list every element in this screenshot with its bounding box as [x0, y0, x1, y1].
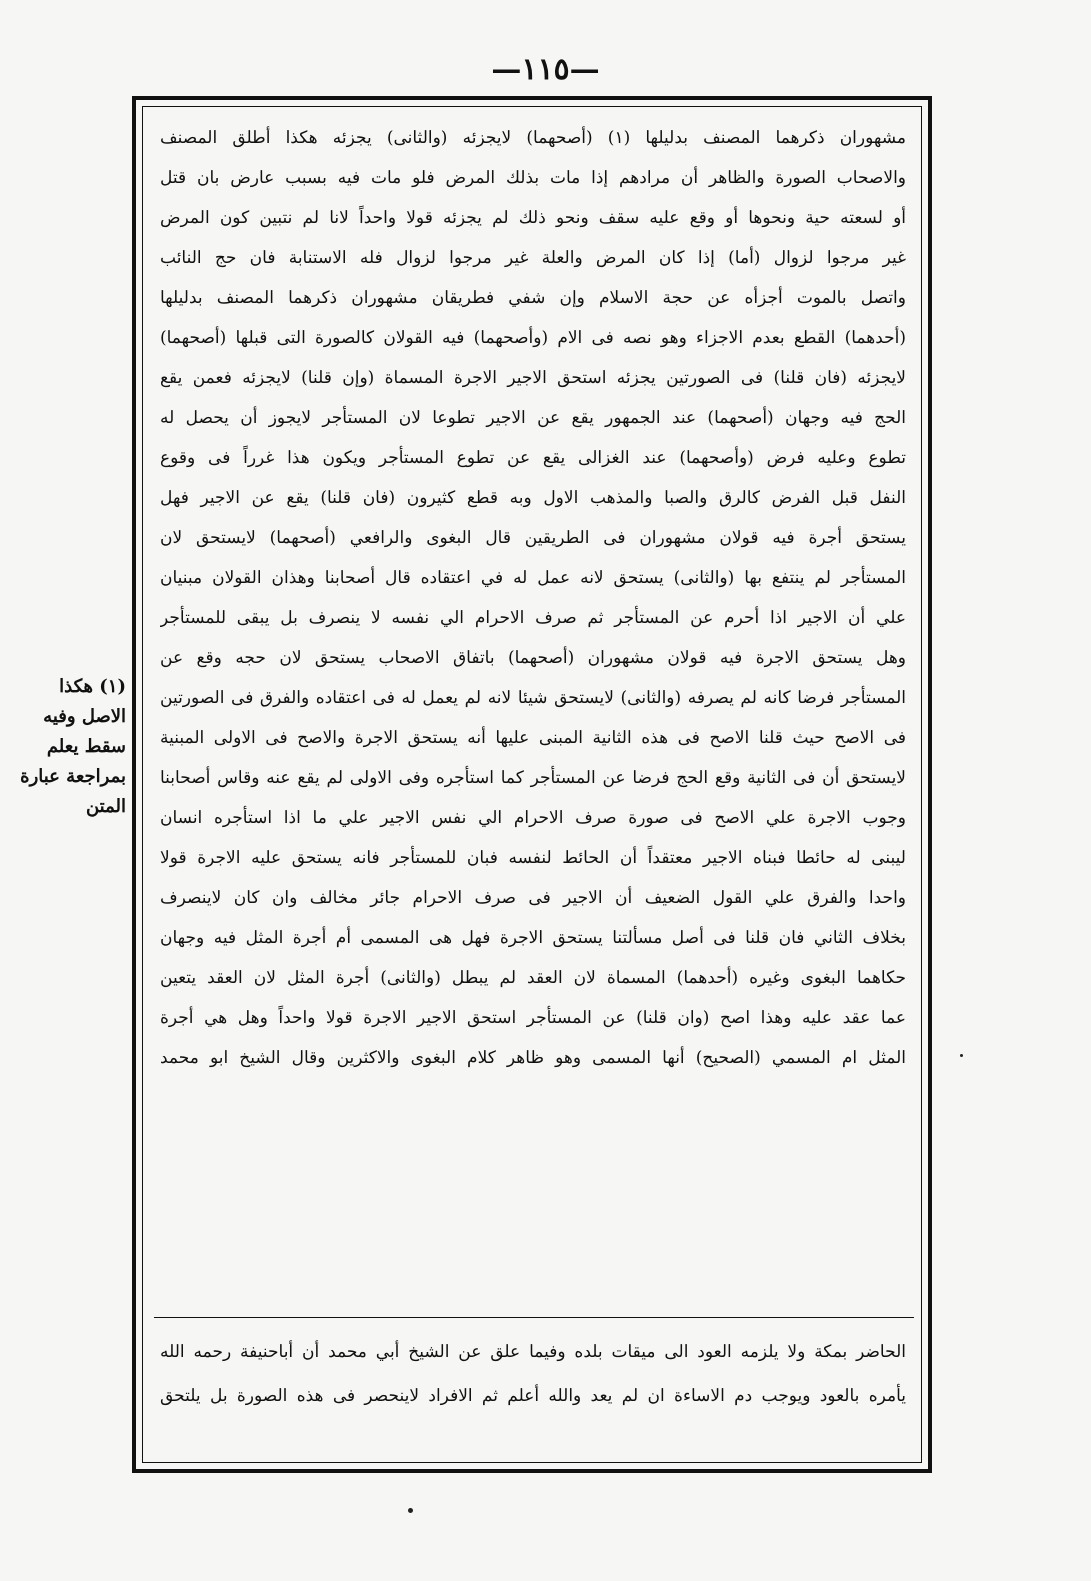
margin-note-line: المتن — [85, 796, 126, 817]
margin-note — [14, 672, 126, 822]
text-line: النفل قبل الفرض كالرق والصبا والمذهب الاول وبه قطع كثيرون (فان قلنا) يقع عن الاجير فهل — [160, 488, 906, 508]
text-line: فى الاصح حيث قلنا الاصح فى هذه الثانية المبنى عليها أنه يستحق الاجرة والاصح فى الاولى المبنية — [160, 728, 906, 748]
text-line: والاصحاب الصورة والظاهر أن مرادهم إذا مات بذلك المرض فلو مات فيه بسبب عارض بان قتل — [160, 168, 906, 188]
text-line: (أحدهما) القطع بعدم الاجزاء وهو نصه فى الام (وأصحهما) فيه القولان كالصورة التى قبلها (أصحهما) — [160, 328, 906, 348]
text-line: تطوع وعليه فرض (وأصحهما) عند الغزالى يقع عن تطوع المستأجر ويكون هذا غرراً فى وقوع — [160, 448, 906, 468]
margin-note-line: بمراجعة عبارة — [20, 766, 126, 787]
text-line: وهل يستحق الاجرة فيه قولان مشهوران (أصحهما) باتفاق الاصحاب يستحق لان حجه وقع عن — [160, 648, 906, 668]
scan-speck — [960, 1054, 963, 1057]
text-line: عما عقد عليه وهذا اصح (وان قلنا) عن المستأجر استحق الاجير الاجرة قولا واحداً وهل هي أجرة — [160, 1008, 906, 1028]
text-line: لايجزئه (فان قلنا) فى الصورتين يجزئه استحق الاجير الاجرة المسماة (وإن قلنا) لايجزئه فعمن يقع — [160, 368, 906, 388]
text-line: بخلاف الثاني فان قلنا فى أصل مسألتنا يستحق الاجرة فهل هى المسمى أم أجرة المثل فيه وجهان — [160, 928, 906, 948]
text-line: أو لسعته حية ونحوها أو وقع عليه سقف ونحو ذلك لم يجزئه قولا واحداً لانا لم نتبين كون المرض — [160, 208, 906, 228]
margin-note-line: سقط يعلم — [46, 736, 126, 757]
text-line: لايستحق أن فى الثانية وقع الحج فرضا عن المستأجر كما استأجره وفى الاولى لم يقع عنه وقاس أصحابنا — [160, 768, 906, 788]
footnote-line: الحاضر بمكة ولا يلزمه العود الى ميقات بلده وفيما علق عن الشيخ أبي محمد أن أباحنيفة رحمه الله — [160, 1342, 906, 1362]
text-line: علي أن الاجير اذا أحرم عن المستأجر ثم صرف الاحرام الي نفسه لا ينصرف بل يبقى للمستأجر — [160, 608, 906, 628]
text-line: المثل ام المسمي (الصحيح) أنها المسمى وهو ظاهر كلام البغوى والاكثرين وقال الشيخ ابو محمد — [160, 1048, 906, 1068]
text-line: مشهوران ذكرهما المصنف بدليلها (١) (أصحهما) لايجزئه (والثانى) يجزئه هكذا أطلق المصنف — [160, 128, 906, 148]
text-line: ليبنى له حائطا فبناه الاجير معتقداً أن الحائط لنفسه فبان للمستأجر فانه يستحق عليه الاجرة قولا — [160, 848, 906, 868]
text-line: يستحق أجرة فيه قولان مشهوران فى الطريقين قال البغوى والرافعي (أصحهما) لايستحق لان — [160, 528, 906, 548]
text-line: غير مرجوا لزوال (أما) إذا كان المرض والعلة غير مرجوا لزوال فله الاستنابة فان حج النائب — [160, 248, 906, 268]
text-line: حكاهما البغوى وغيره (أحدهما) المسماة لان العقد لم يبطل (والثانى) أجرة المثل لان العقد يتعين — [160, 968, 906, 988]
margin-note-line: (١) هكذا — [59, 676, 126, 697]
footnote-divider — [154, 1317, 914, 1318]
footnote-block — [160, 1330, 906, 1418]
text-line: وجوب الاجرة علي الاصح فى صورة صرف الاحرام الي نفس الاجير علي ما اذا استأجره انسان — [160, 808, 906, 828]
text-line: المستأجر فرضا كانه لم يصرفه (والثانى) لايستحق شيئا لانه لم يعمل له فى اعتقاده والفرق فى الصورتين — [160, 688, 906, 708]
text-line: المستأجر لم ينتفع بها (والثانى) يستحق لانه عمل له في اعتقاده قال أصحابنا وهذان القولان مبنيان — [160, 568, 906, 588]
margin-note-line: الاصل وفيه — [43, 706, 126, 727]
text-line: الحج فيه وجهان (أصحهما) عند الجمهور يقع عن الاجير تطوعا لان المستأجر لايجوز أن يحصل له — [160, 408, 906, 428]
text-line: واحدا والفرق علي القول الضعيف أن الاجير فى صرف الاحرام جائر مخالف وان كان لاينصرف — [160, 888, 906, 908]
footnote-line: يأمره بالعود ويوجب دم الاساءة ان لم يعد والله أعلم ثم الافراد لاينحصر فى هذه الصورة بل يلتحق — [160, 1386, 906, 1406]
page-number: —١١٥— — [491, 52, 600, 87]
scan-speck — [408, 1508, 413, 1513]
text-line: واتصل بالموت أجزأه عن حجة الاسلام وإن شفي فطريقان مشهوران ذكرهما المصنف بدليلها — [160, 288, 906, 308]
main-text-block — [160, 118, 906, 1078]
